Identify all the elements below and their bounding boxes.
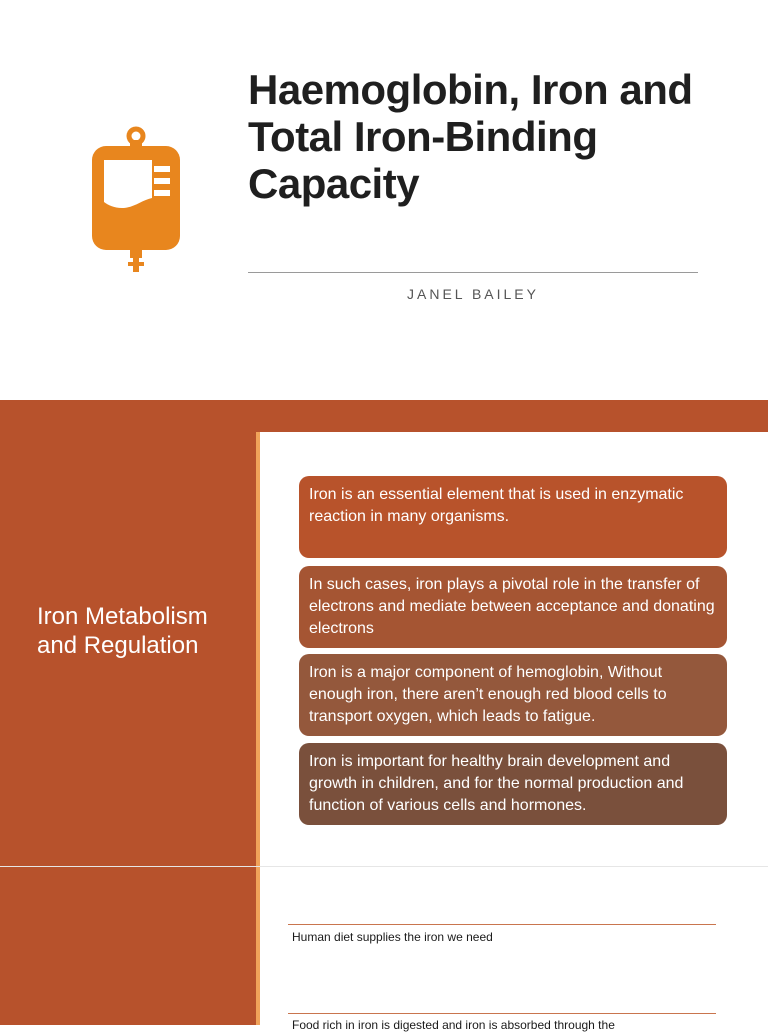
section-heading: Iron Metabolism and Regulation [37, 603, 208, 659]
side-panel [0, 867, 256, 1025]
item-divider [288, 924, 716, 925]
slide-separator-band [0, 400, 768, 432]
bullet-card: Iron is important for healthy brain development and growth in children, and for the normal production and function of various cells and hormones. [299, 743, 727, 825]
title-divider [248, 272, 698, 273]
slide-title: Haemoglobin, Iron and Total Iron-Binding Capacity [248, 66, 693, 207]
iron-metabolism-slide [0, 432, 768, 866]
list-item: Human diet supplies the iron we need [292, 930, 493, 944]
side-panel [0, 432, 256, 866]
item-divider [288, 1013, 716, 1014]
panel-accent-bar [256, 432, 260, 866]
bullet-card: In such cases, iron plays a pivotal role in the transfer of electrons and mediate between acceptance and donating electrons [299, 566, 727, 648]
panel-accent-bar [256, 867, 260, 1025]
author-name: JANEL BAILEY [407, 286, 539, 302]
bullet-card: Iron is an essential element that is used in enzymatic reaction in many organisms. [299, 476, 727, 558]
list-item: Food rich in iron is digested and iron is absorbed through the [292, 1018, 615, 1032]
diet-slide [0, 866, 768, 1032]
iv-bag-icon [88, 126, 184, 274]
bullet-card: Iron is a major component of hemoglobin, Without enough iron, there aren’t enough red blood cells to transport oxygen, which leads to fatigue. [299, 654, 727, 736]
title-slide [0, 0, 768, 400]
